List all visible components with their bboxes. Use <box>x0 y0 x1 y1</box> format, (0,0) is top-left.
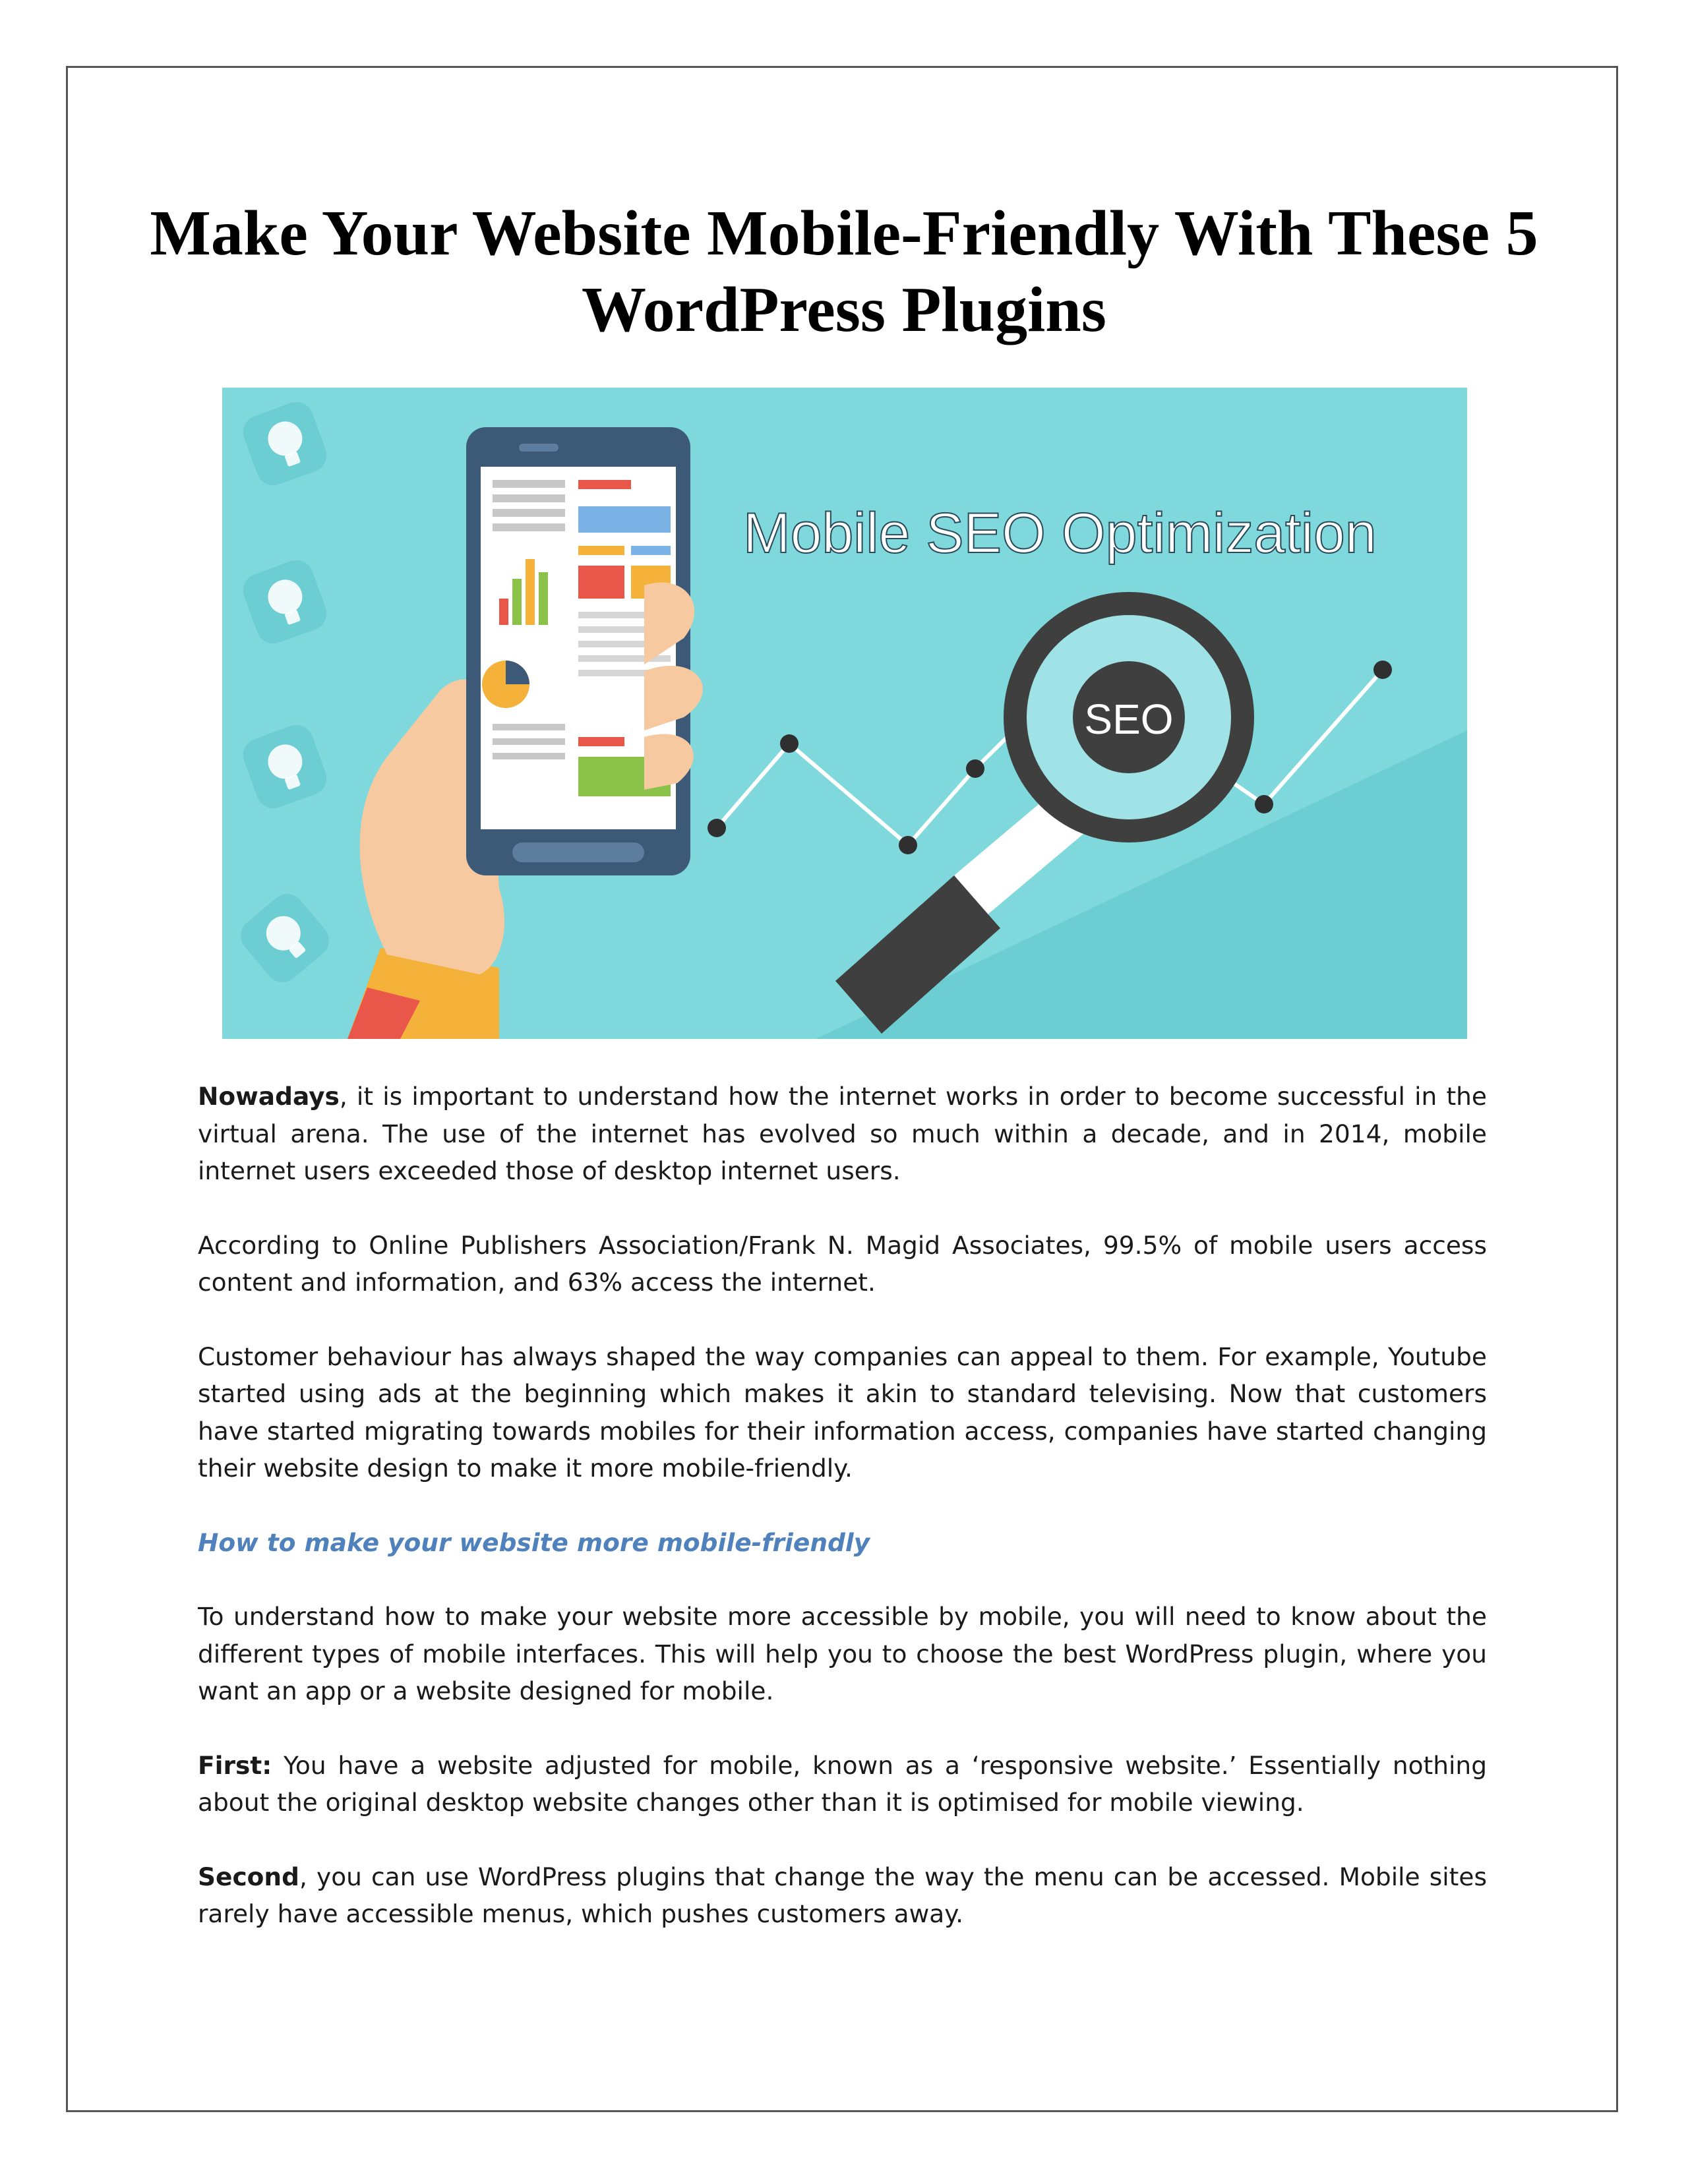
document-title: Make Your Website Mobile-Friendly With These 5 WordPress Plugins <box>150 198 1538 345</box>
paragraph-lead: Nowadays <box>198 1082 340 1111</box>
paragraph-text: You have a website adjusted for mobile, known as a ‘responsive website.’ Essentially nothing about the original desktop website changes other than it is optimised for mobile viewing. <box>198 1750 1487 1817</box>
hero-headline: Mobile SEO Optimization <box>743 502 1377 565</box>
hero-image <box>222 388 1467 1039</box>
paragraph-lead: First: <box>198 1750 272 1780</box>
paragraph-lead: Second <box>198 1862 299 1891</box>
paragraph-text: Customer behaviour has always shaped the way companies can appeal to them. For example, Youtube started using ads at the beginning which makes it akin to standard televising. Now that customers have started migrating towards mobiles for their information access, companies have started changing their website design to make it more mobile-friendly. <box>198 1342 1487 1483</box>
paragraph <box>198 1858 1487 1933</box>
paragraph <box>198 1598 1487 1710</box>
article-body <box>198 1078 1487 1970</box>
paragraph-text: According to Online Publishers Association/Frank N. Magid Associates, 99.5% of mobile users access content and information, and 63% access the internet. <box>198 1230 1487 1297</box>
paragraph <box>198 1338 1487 1487</box>
paragraph-text: To understand how to make your website more accessible by mobile, you will need to know about the different types of mobile interfaces. This will help you to choose the best WordPress plugin, where you want an app or a website designed for mobile. <box>198 1602 1487 1705</box>
paragraph <box>198 1078 1487 1190</box>
paragraph-text: , it is important to understand how the internet works in order to become successful in the virtual arena. The use of the internet has evolved so much within a decade, and in 2014, mobile internet users exceeded those of desktop internet users. <box>198 1082 1487 1185</box>
paragraph <box>198 1747 1487 1821</box>
paragraph <box>198 1227 1487 1301</box>
seo-badge: SEO <box>1084 695 1174 743</box>
paragraph-text: , you can use WordPress plugins that change the way the menu can be accessed. Mobile sites rarely have accessible menus, which pushes customers away. <box>198 1862 1487 1928</box>
section-subheading: How to make your website more mobile-friendly <box>198 1527 870 1557</box>
